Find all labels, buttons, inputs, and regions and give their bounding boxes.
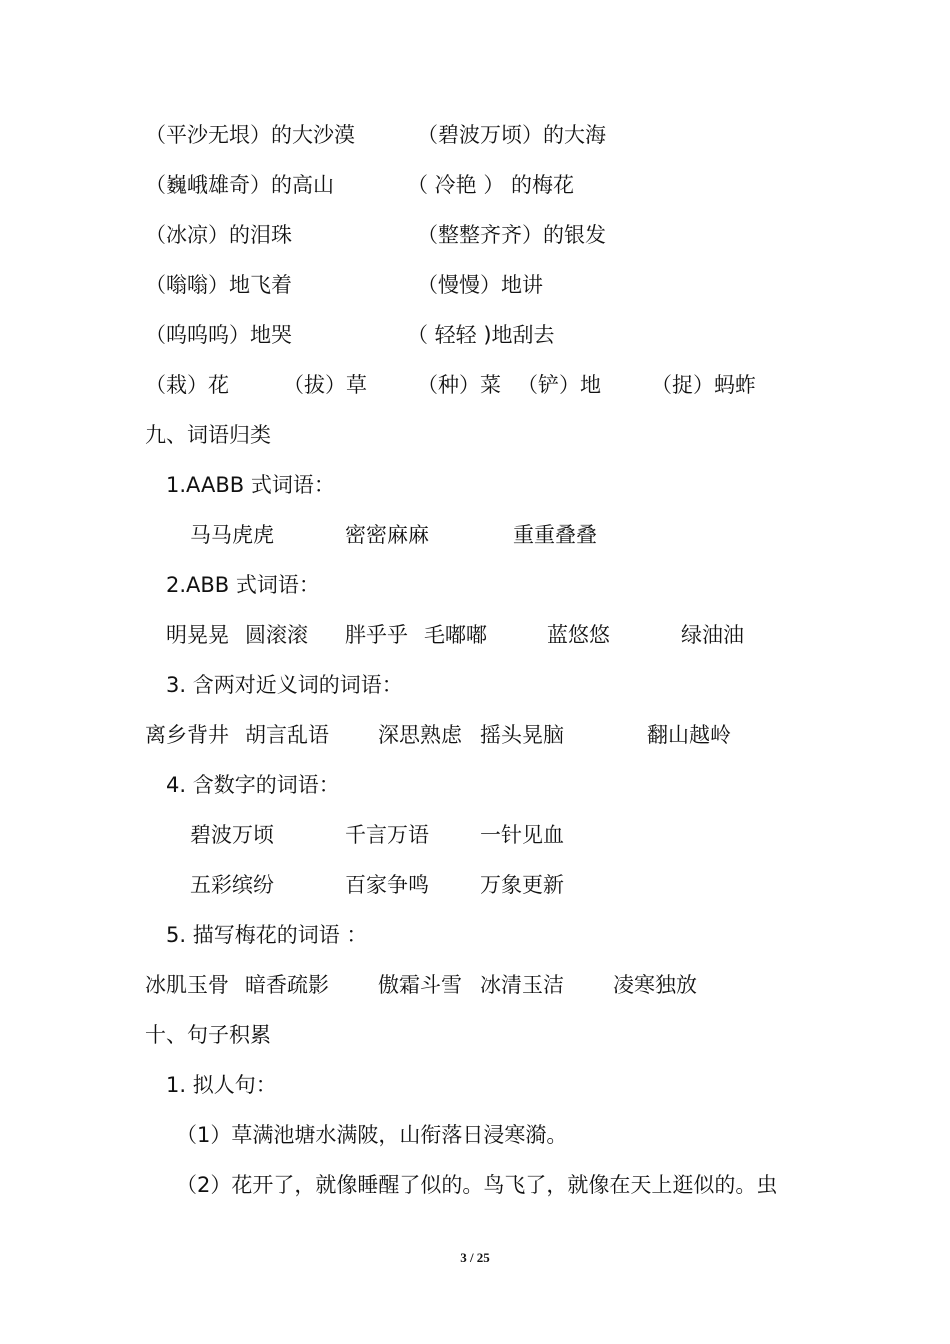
phrase-left: （嗡嗡）地飞着 bbox=[145, 273, 292, 297]
word: 绿油油 bbox=[681, 623, 744, 647]
word: 翻山越岭 bbox=[647, 723, 731, 747]
word: 碧波万顷 bbox=[190, 823, 274, 847]
word: 蓝悠悠 bbox=[547, 623, 610, 647]
abb-label: 2.ABB 式词语： bbox=[166, 573, 320, 597]
section-title: 九、词语归类 bbox=[145, 423, 271, 447]
word: 千言万语 bbox=[345, 823, 429, 847]
word: 万象更新 bbox=[480, 873, 564, 897]
number-label: 4. 含数字的词语： bbox=[166, 773, 340, 797]
word: 胡言乱语 bbox=[245, 723, 329, 747]
phrase-right: （碧波万顷）的大海 bbox=[417, 123, 606, 147]
word: 百家争鸣 bbox=[345, 873, 429, 897]
phrase-right: （慢慢）地讲 bbox=[417, 273, 543, 297]
word: 摇头晃脑 bbox=[480, 723, 564, 747]
word: 毛嘟嘟 bbox=[424, 623, 487, 647]
plum-label: 5. 描写梅花的词语 ： bbox=[166, 923, 368, 947]
word: 离乡背井 bbox=[145, 723, 229, 747]
phrase-left: （冰凉）的泪珠 bbox=[145, 223, 292, 247]
word: 圆滚滚 bbox=[245, 623, 308, 647]
word: 冰清玉洁 bbox=[480, 973, 564, 997]
word: 胖乎乎 bbox=[345, 623, 408, 647]
phrase-right: （整整齐齐）的银发 bbox=[417, 223, 606, 247]
verb-phrase: （捉）蚂蚱 bbox=[651, 373, 756, 397]
word: 明晃晃 bbox=[166, 623, 229, 647]
sentence: （2）花开了，就像睡醒了似的。鸟飞了，就像在天上逛似的。虫 bbox=[176, 1173, 778, 1197]
verb-phrase: （栽）花 bbox=[145, 373, 229, 397]
phrase-left: （平沙无垠）的大沙漠 bbox=[145, 123, 355, 147]
word: 凌寒独放 bbox=[613, 973, 697, 997]
word: 马马虎虎 bbox=[190, 523, 274, 547]
synonym-label: 3. 含两对近义词的词语： bbox=[166, 673, 403, 697]
word: 五彩缤纷 bbox=[190, 873, 274, 897]
word: 暗香疏影 bbox=[245, 973, 329, 997]
word: 冰肌玉骨 bbox=[145, 973, 229, 997]
verb-phrase: （拔）草 bbox=[283, 373, 367, 397]
section-title: 十、句子积累 bbox=[145, 1023, 271, 1047]
word: 深思熟虑 bbox=[378, 723, 462, 747]
word: 一针见血 bbox=[480, 823, 564, 847]
word: 密密麻麻 bbox=[345, 523, 429, 547]
word: 傲霜斗雪 bbox=[378, 973, 462, 997]
phrase-left: （呜呜呜）地哭 bbox=[145, 323, 292, 347]
verb-phrase: （铲）地 bbox=[517, 373, 601, 397]
verb-phrase: （种）菜 bbox=[417, 373, 501, 397]
personification-label: 1. 拟人句： bbox=[166, 1073, 277, 1097]
aabb-label: 1.AABB 式词语： bbox=[166, 473, 335, 497]
word: 重重叠叠 bbox=[513, 523, 597, 547]
sentence: （1）草满池塘水满陂，山衔落日浸寒漪。 bbox=[176, 1123, 568, 1147]
page-number: 3 / 25 bbox=[460, 1250, 490, 1265]
phrase-right: （ 冷艳 ） 的梅花 bbox=[407, 173, 575, 197]
phrase-left: （巍峨雄奇）的高山 bbox=[145, 173, 334, 197]
phrase-right: （ 轻轻 )地刮去 bbox=[407, 323, 555, 347]
